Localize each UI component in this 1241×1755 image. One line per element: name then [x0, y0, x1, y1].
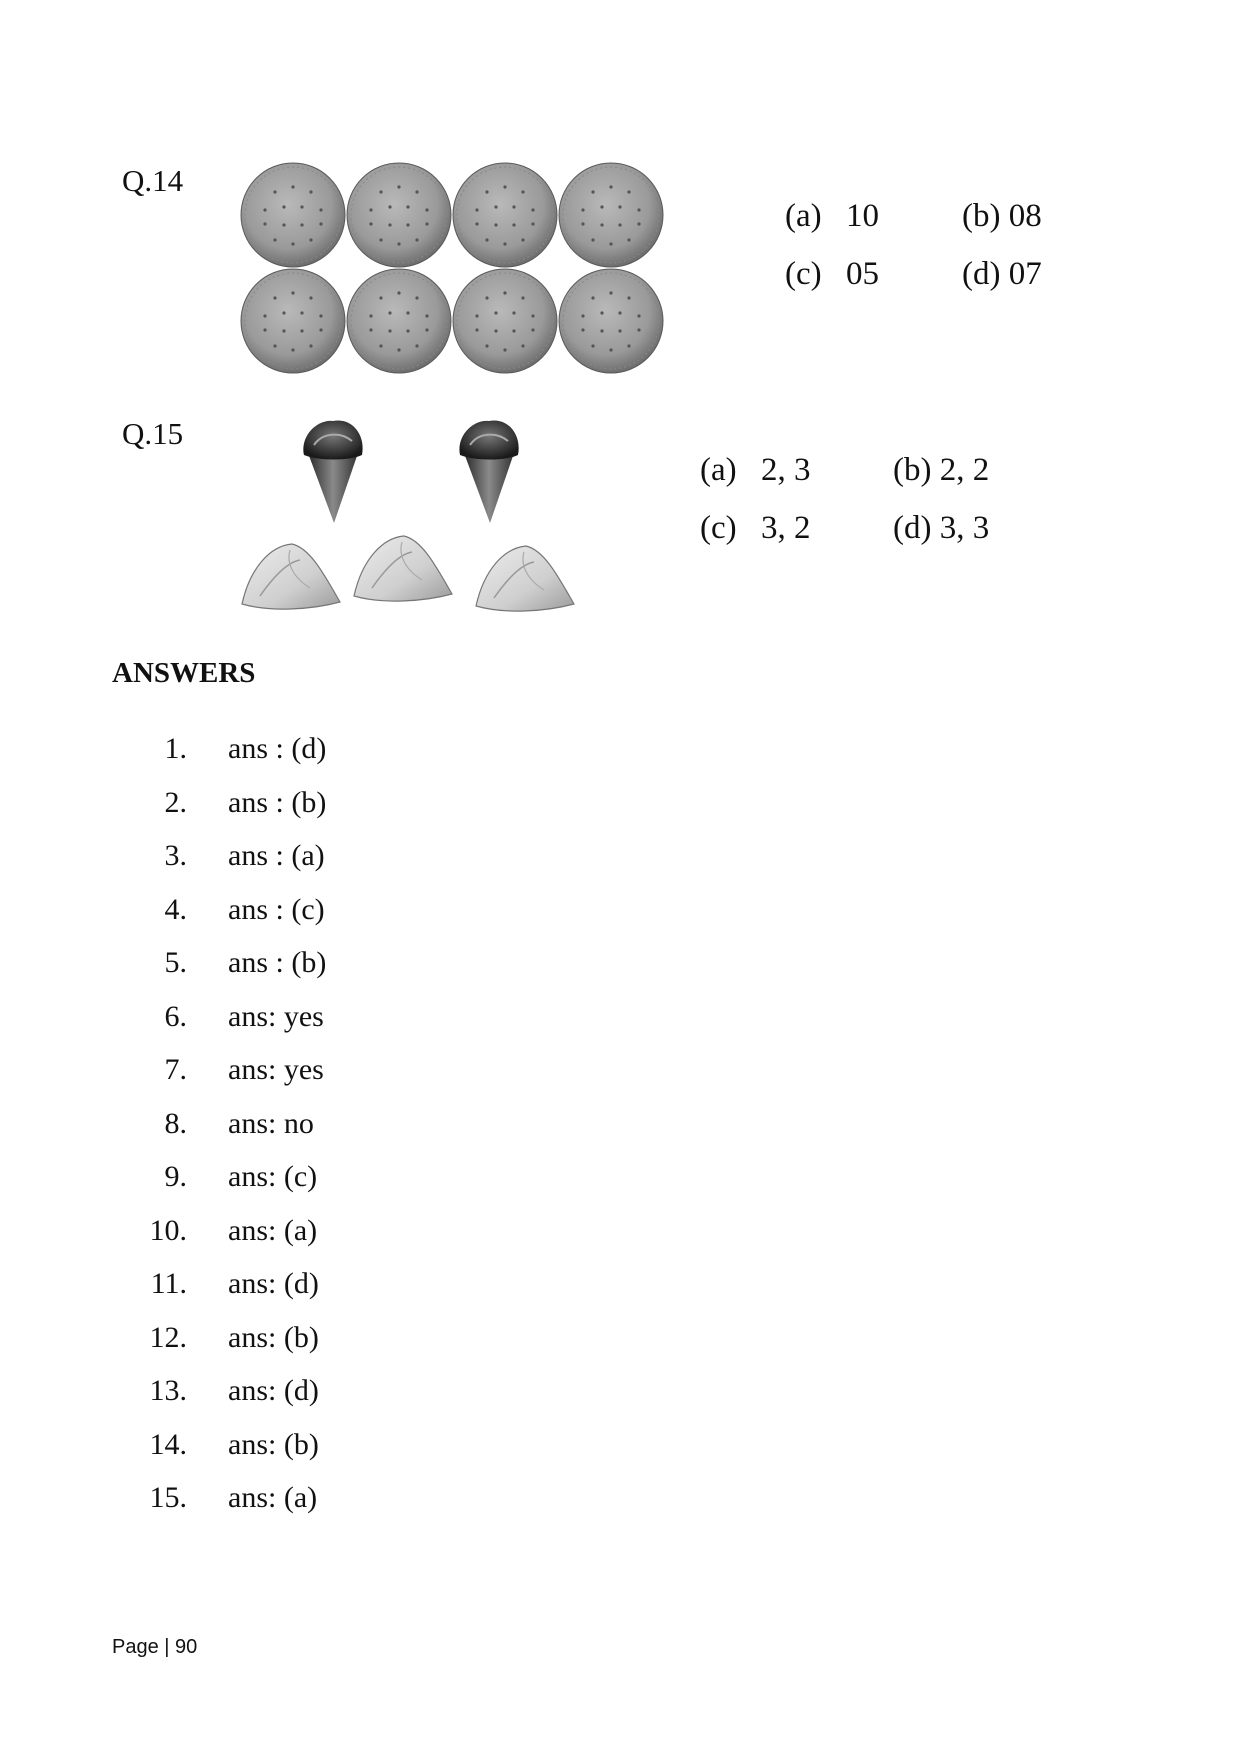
biscuit-icon-grid — [240, 162, 664, 374]
answer-text: ans: (a) — [228, 1481, 318, 1514]
answer-text: ans: (b) — [228, 1428, 319, 1461]
option-c-value: 3, 2 — [761, 510, 811, 546]
answer-number: 8. — [164, 1107, 187, 1140]
answer-number: 5. — [164, 946, 187, 979]
answer-text: ans: (d) — [228, 1374, 319, 1407]
answer-text: ans: (b) — [228, 1321, 319, 1354]
ice-cream-icon — [456, 415, 526, 527]
answer-text: ans: yes — [228, 1000, 324, 1033]
answer-number: 2. — [164, 786, 187, 819]
answer-number: 6. — [164, 1000, 187, 1033]
option-d: (d) 3, 3 — [893, 510, 990, 546]
question-14-label: Q.14 — [122, 163, 184, 198]
page-footer: Page | 90 — [112, 1636, 198, 1658]
option-b: (b) 08 — [962, 198, 1042, 234]
option-b: (b) 2, 2 — [893, 452, 990, 488]
option-d: (d) 07 — [962, 256, 1042, 292]
answer-number: 9. — [164, 1160, 187, 1193]
answer-text: ans : (b) — [228, 786, 327, 819]
option-a-value: 2, 3 — [761, 452, 811, 488]
option-c-label: (c) — [700, 510, 737, 546]
answer-number: 14. — [149, 1428, 187, 1461]
samosa-icon — [352, 530, 456, 606]
answer-text: ans : (d) — [228, 732, 327, 765]
answers-heading: ANSWERS — [112, 657, 256, 689]
ice-cream-icon — [300, 415, 370, 527]
samosa-icon — [474, 540, 578, 616]
answer-number: 7. — [164, 1053, 187, 1086]
samosa-icon — [240, 538, 344, 614]
answer-number: 11. — [150, 1267, 187, 1300]
answer-text: ans : (a) — [228, 839, 325, 872]
option-a-label: (a) — [700, 452, 737, 488]
option-a-value: 10 — [846, 198, 879, 234]
answer-number: 4. — [164, 893, 187, 926]
answer-text: ans: (c) — [228, 1160, 318, 1193]
answer-text: ans : (b) — [228, 946, 327, 979]
answer-text: ans: yes — [228, 1053, 324, 1086]
answer-text: ans: no — [228, 1107, 314, 1140]
option-c-label: (c) — [785, 256, 822, 292]
answer-number: 1. — [164, 732, 187, 765]
option-a-label: (a) — [785, 198, 822, 234]
option-c-value: 05 — [846, 256, 879, 292]
answer-number: 10. — [149, 1214, 187, 1247]
answer-text: ans: (d) — [228, 1267, 319, 1300]
answer-number: 13. — [149, 1374, 187, 1407]
answer-text: ans : (c) — [228, 893, 325, 926]
answer-number: 12. — [149, 1321, 187, 1354]
question-15-label: Q.15 — [122, 416, 184, 451]
answer-number: 3. — [164, 839, 187, 872]
answer-number: 15. — [149, 1481, 187, 1514]
answer-text: ans: (a) — [228, 1214, 318, 1247]
